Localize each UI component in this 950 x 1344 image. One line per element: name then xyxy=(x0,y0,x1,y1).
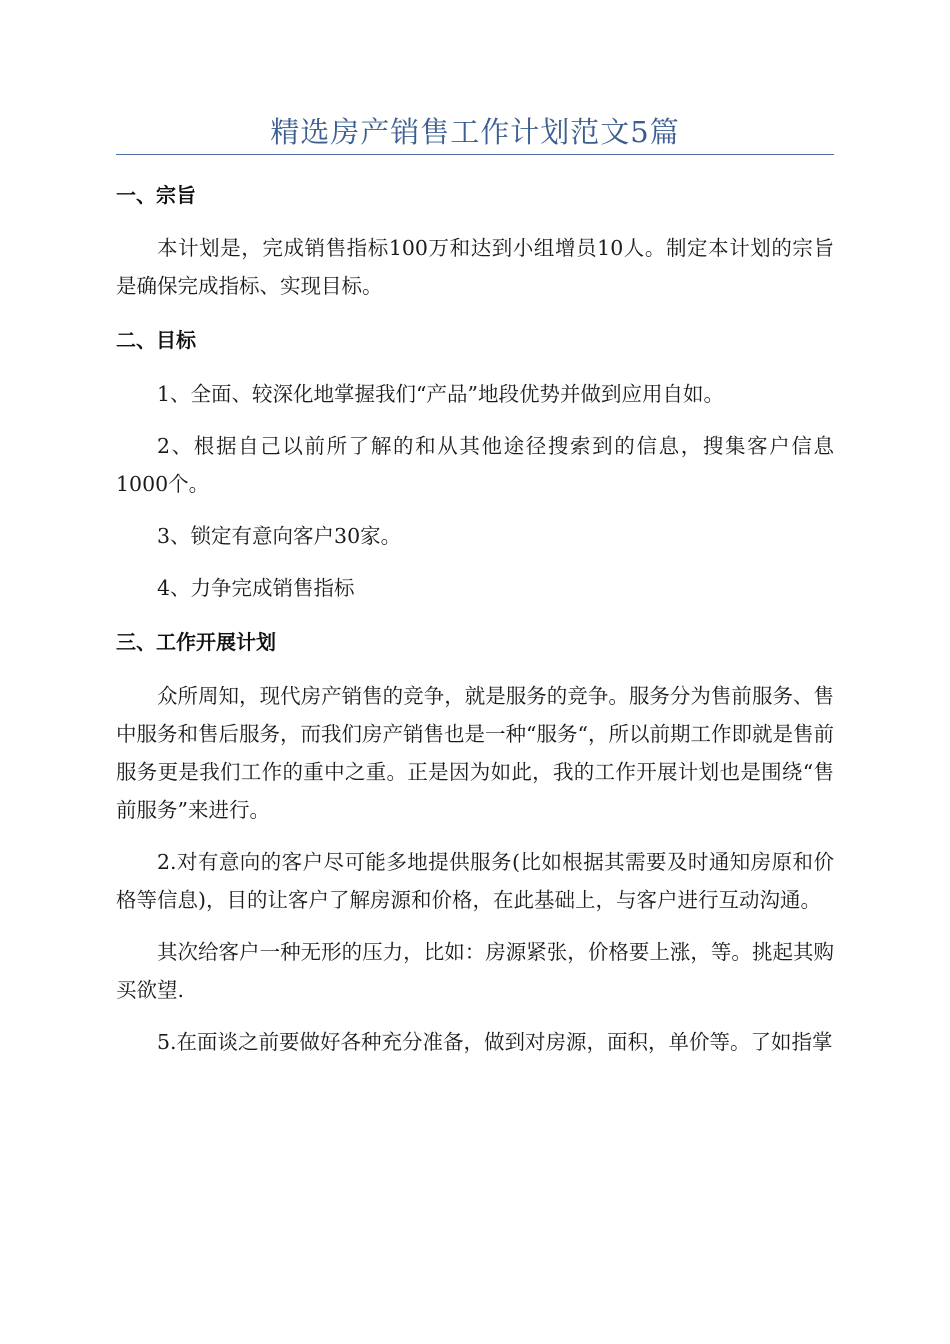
document-page xyxy=(116,0,834,1061)
paragraph: 5.在面谈之前要做好各种充分准备，做到对房源，面积，单价等。了如指掌 xyxy=(157,1030,833,1054)
paragraph: 其次给客户一种无形的压力，比如：房源紧张，价格要上涨，等。挑起其购买欲望. xyxy=(116,940,834,1002)
paragraph: 1、全面、较深化地掌握我们“产品”地段优势并做到应用自如。 xyxy=(157,382,725,406)
paragraph: 2.对有意向的客户尽可能多地提供服务(比如根据其需要及时通知房原和价格等信息)，目的让客户了解房源和价格，在此基础上，与客户进行互动沟通。 xyxy=(116,850,834,912)
section-heading-work-plan: 三、工作开展计划 xyxy=(116,630,276,654)
paragraph: 本计划是，完成销售指标100万和达到小组增员10人。制定本计划的宗旨是确保完成指标、实现目标。 xyxy=(116,236,834,298)
section-heading-purpose: 一、宗旨 xyxy=(116,183,196,207)
document-title: 精选房产销售工作计划范文5篇 xyxy=(270,115,680,149)
paragraph: 2、根据自己以前所了解的和从其他途径搜索到的信息，搜集客户信息1000个。 xyxy=(116,434,834,496)
section-heading-goals: 二、目标 xyxy=(116,328,196,352)
paragraph: 3、锁定有意向客户30家。 xyxy=(157,524,402,548)
title-underline xyxy=(116,154,834,155)
paragraph: 众所周知，现代房产销售的竞争，就是服务的竞争。服务分为售前服务、售中服务和售后服务，而我们房产销售也是一种“服务“，所以前期工作即就是售前服务更是我们工作的重中之重。正是因为如此，我的工作开展计划也是围绕“售前服务”来进行。 xyxy=(116,684,834,822)
paragraph: 4、力争完成销售指标 xyxy=(157,576,355,600)
